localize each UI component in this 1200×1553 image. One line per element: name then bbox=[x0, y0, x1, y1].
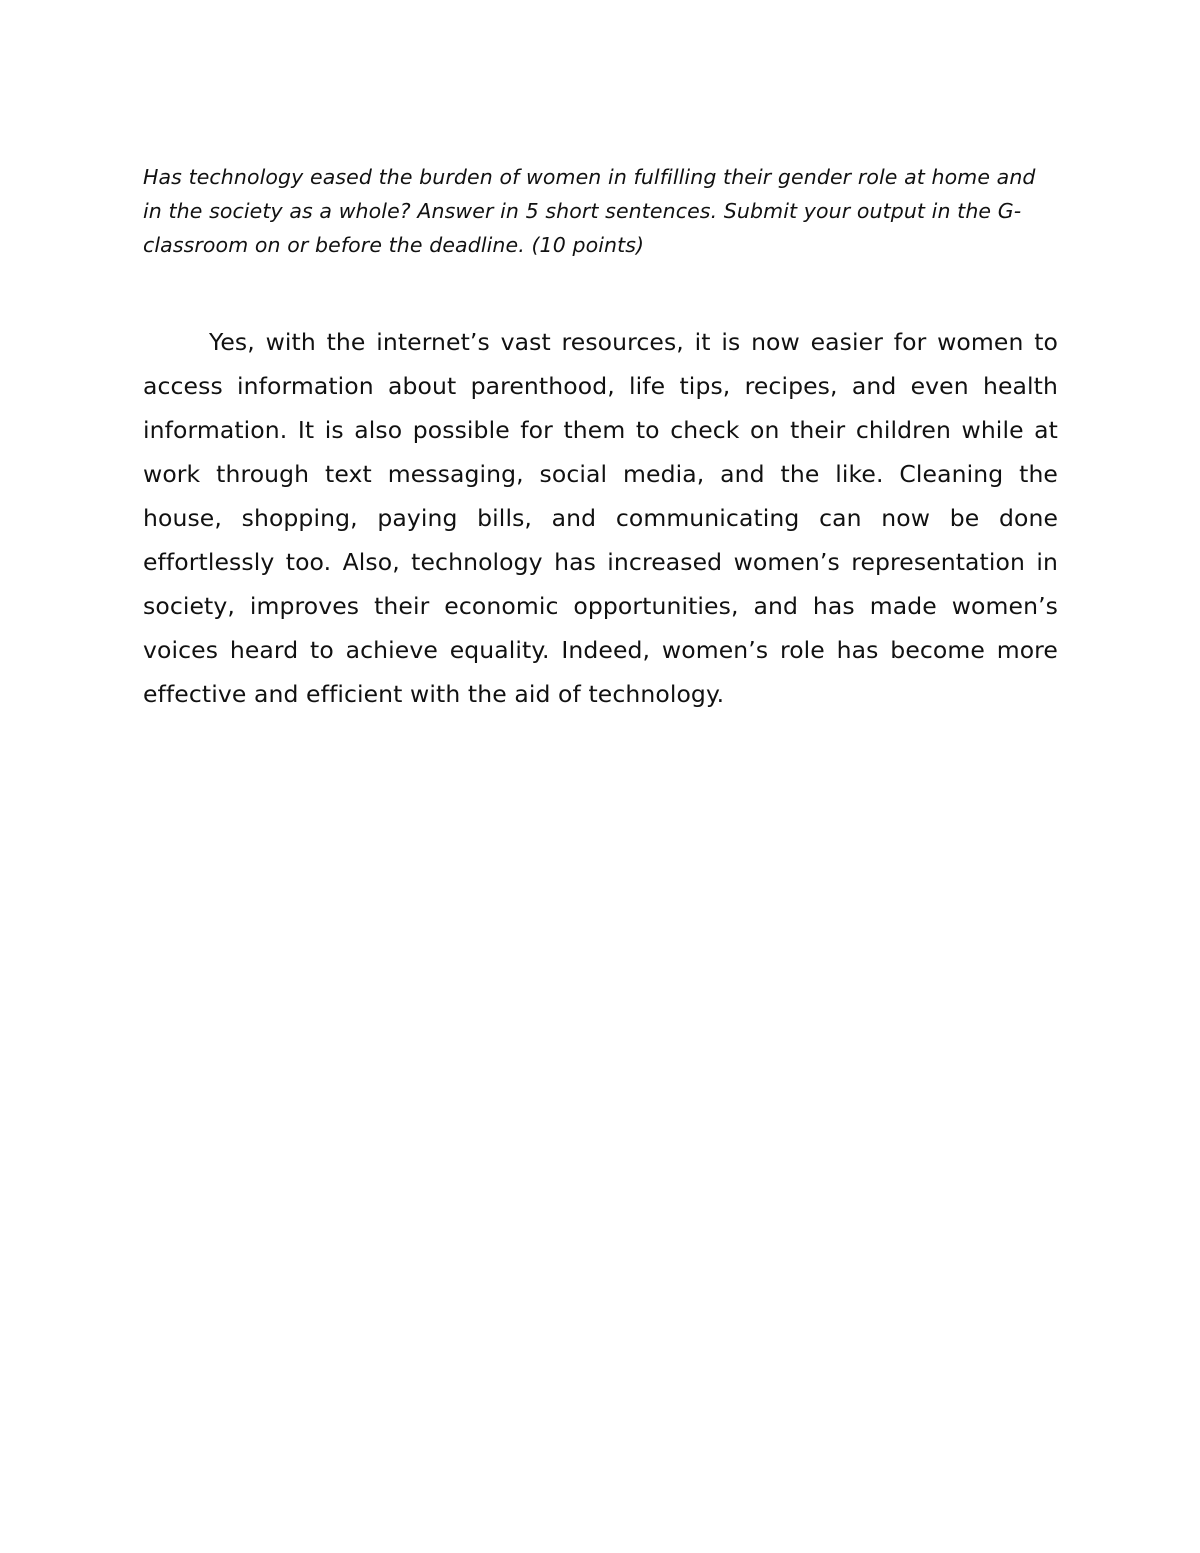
answer-paragraph: Yes, with the internet’s vast resources, it is now easier for women to access information about parenthood, life tips, recipes, and even health information. It is also possible for them to check on their children while at work through text messaging, social media, and the like. Cleaning the house, shopping, paying bills, and communicating can now be done effortlessly too. Also, technology has increased women’s representation in society, improves their economic opportunities, and has made women’s voices heard to achieve equality. Indeed, women’s role has become more effective and efficient with the aid of technology. bbox=[143, 328, 1058, 708]
question-prompt: Has technology eased the burden of women in fulfilling their gender role at home and in the society as a whole? Answer in 5 short sentences. Submit your output in the G-classroom on or before the deadline. (10 points) bbox=[143, 165, 1036, 257]
